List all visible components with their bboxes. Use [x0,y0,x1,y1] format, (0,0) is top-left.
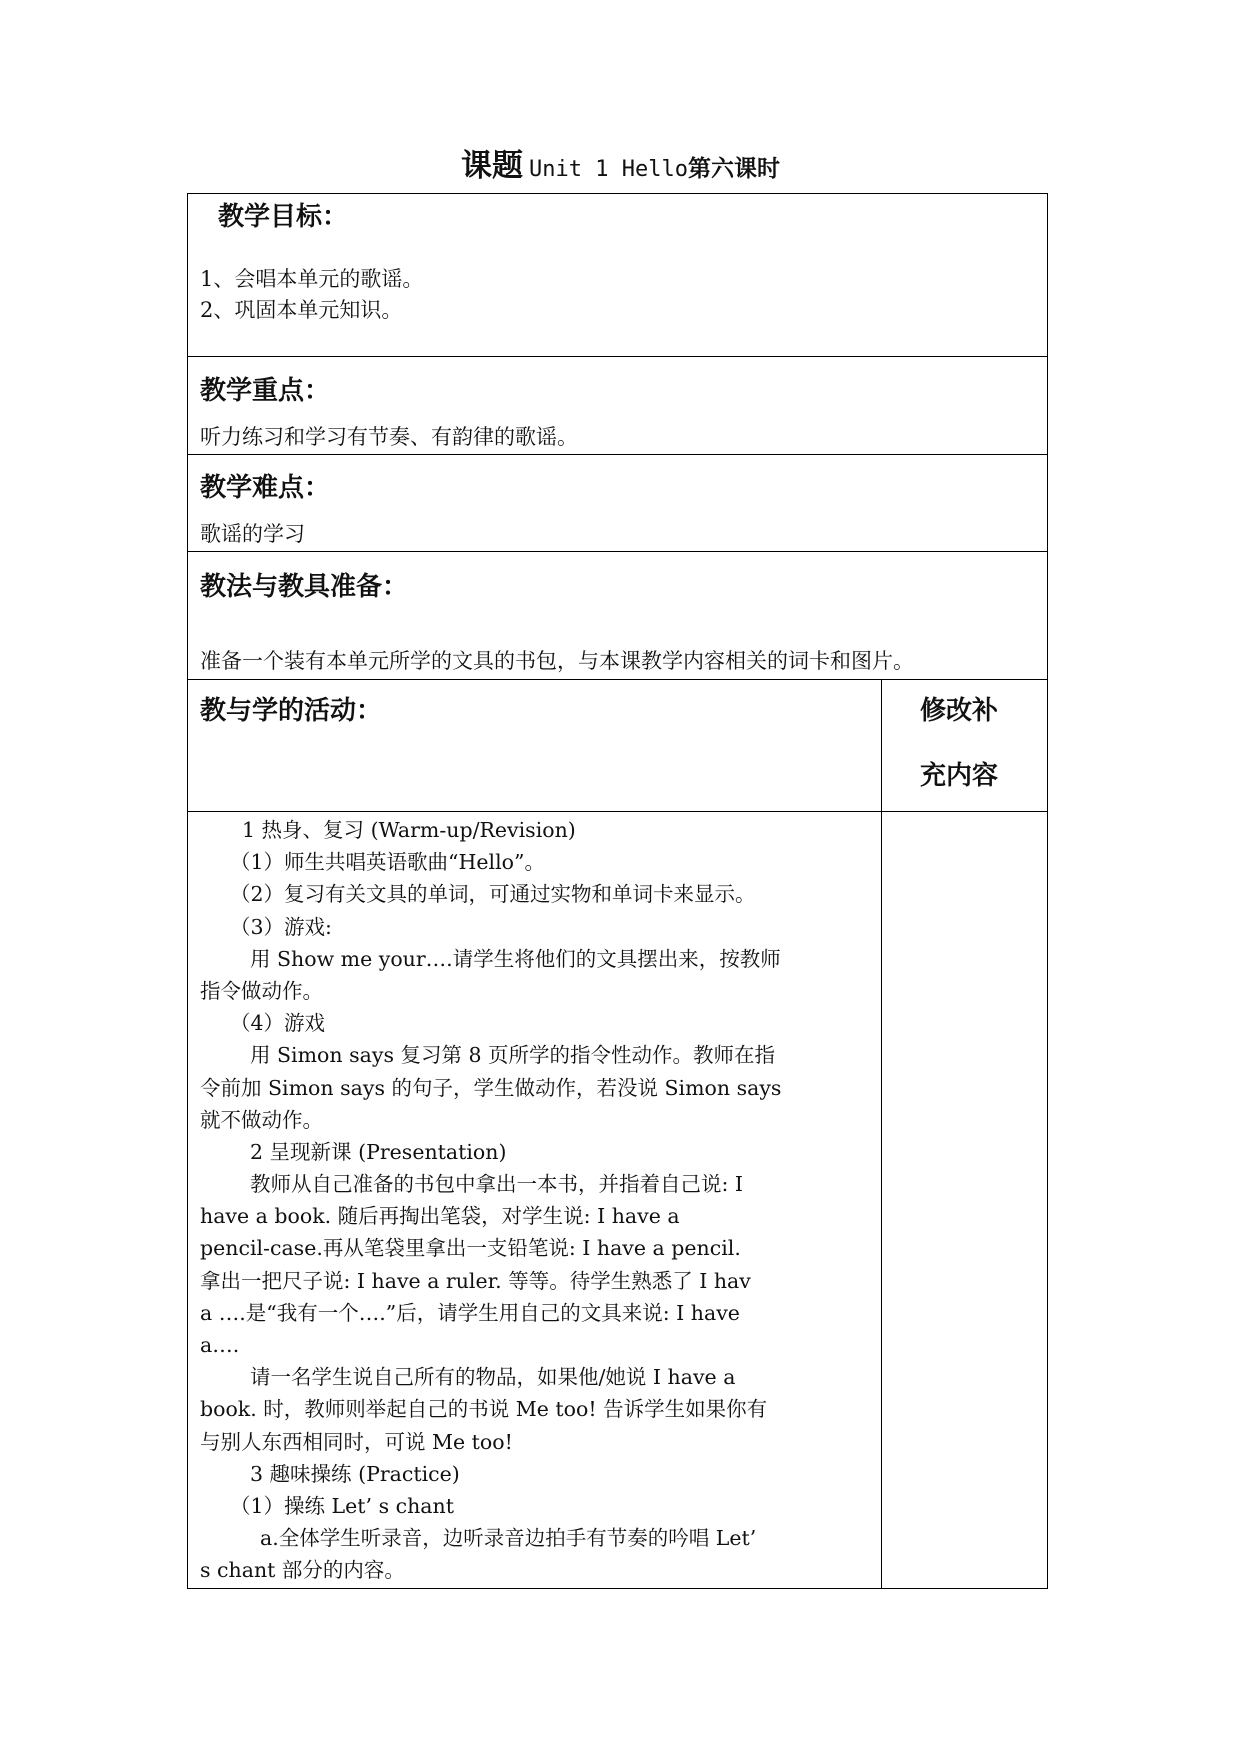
key-points-heading: 教学重点： [200,376,331,406]
divider [188,811,1047,812]
activity-line: 用 Show me your….请学生将他们的文具摆出来，按教师 [250,946,781,971]
difficulties-heading: 教学难点： [200,473,331,503]
activity-line: 就不做动作。 [200,1107,323,1132]
activity-line: 拿出一把尺子说: I have a ruler. 等等。待学生熟悉了 I hav [200,1268,751,1293]
activity-line: 与别人东西相同时，可说 Me too! [200,1429,513,1454]
title-suffix: 第六课时 [687,156,780,182]
objectives-heading: 教学目标： [218,202,349,232]
activity-line: 教师从自己准备的书包中拿出一本书，并指着自己说: I [250,1172,744,1197]
title-unit: Unit 1 Hello [529,157,688,182]
key-points-line-1: 听力练习和学习有节奏、有韵律的歌谣。 [200,425,578,449]
activity-line: have a book. 随后再掏出笔袋，对学生说: I have a [200,1204,680,1229]
column-divider [881,679,882,1589]
divider [188,551,1047,552]
activity-line: 用 Simon says 复习第 8 页所学的指令性动作。教师在指 [250,1043,776,1068]
divider [188,679,1047,680]
methods-heading: 教法与教具准备： [200,572,409,602]
activity-line: （4）游戏 [230,1011,326,1036]
activities-heading: 教与学的活动： [200,696,383,726]
activity-line: pencil-case.再从笔袋里拿出一支铅笔说: I have a pencil. [200,1236,741,1261]
activities-body [200,814,880,1587]
methods-line-1: 准备一个装有本单元所学的文具的书包，与本课教学内容相关的词卡和图片。 [200,649,914,673]
difficulties-line-1: 歌谣的学习 [200,522,305,546]
page-title [0,150,1241,186]
divider [188,454,1047,455]
activity-line: 请一名学生说自己所有的物品，如果他/她说 I have a [250,1365,736,1390]
objectives-line-1: 1、会唱本单元的歌谣。 [200,267,424,291]
lesson-plan-table [187,193,1048,1589]
divider [188,356,1047,357]
activity-line: （3）游戏: [230,914,332,939]
activity-line: s chant 部分的内容。 [200,1558,405,1583]
activity-line: 3 趣味操练 (Practice) [250,1461,460,1486]
activity-line: （2）复习有关文具的单词，可通过实物和单词卡来显示。 [230,882,756,907]
title-prefix: 课题 [461,148,524,184]
activity-line: （1）师生共唱英语歌曲“Hello”。 [230,850,545,875]
activity-line: 2 呈现新课 (Presentation) [250,1139,507,1164]
activity-line: a…. [200,1333,240,1357]
objectives-line-2: 2、巩固本单元知识。 [200,298,403,322]
activity-line: 1 热身、复习 (Warm-up/Revision) [242,818,576,842]
activity-line: a.全体学生听录音，边听录音边拍手有节奏的吟唱 Let’ [260,1526,757,1551]
activity-line: book. 时，教师则举起自己的书说 Me too! 告诉学生如果你有 [200,1397,768,1422]
activity-line: 令前加 Simon says 的句子，学生做动作，若没说 Simon says [200,1075,782,1100]
activity-line: （1）操练 Let’ s chant [230,1493,454,1518]
activity-line: a ….是“我有一个….”后，请学生用自己的文具来说: I have [200,1300,740,1325]
activity-line: 指令做动作。 [200,978,323,1003]
revision-heading-line-2: 充内容 [920,761,999,791]
revision-heading-line-1: 修改补 [920,696,999,726]
